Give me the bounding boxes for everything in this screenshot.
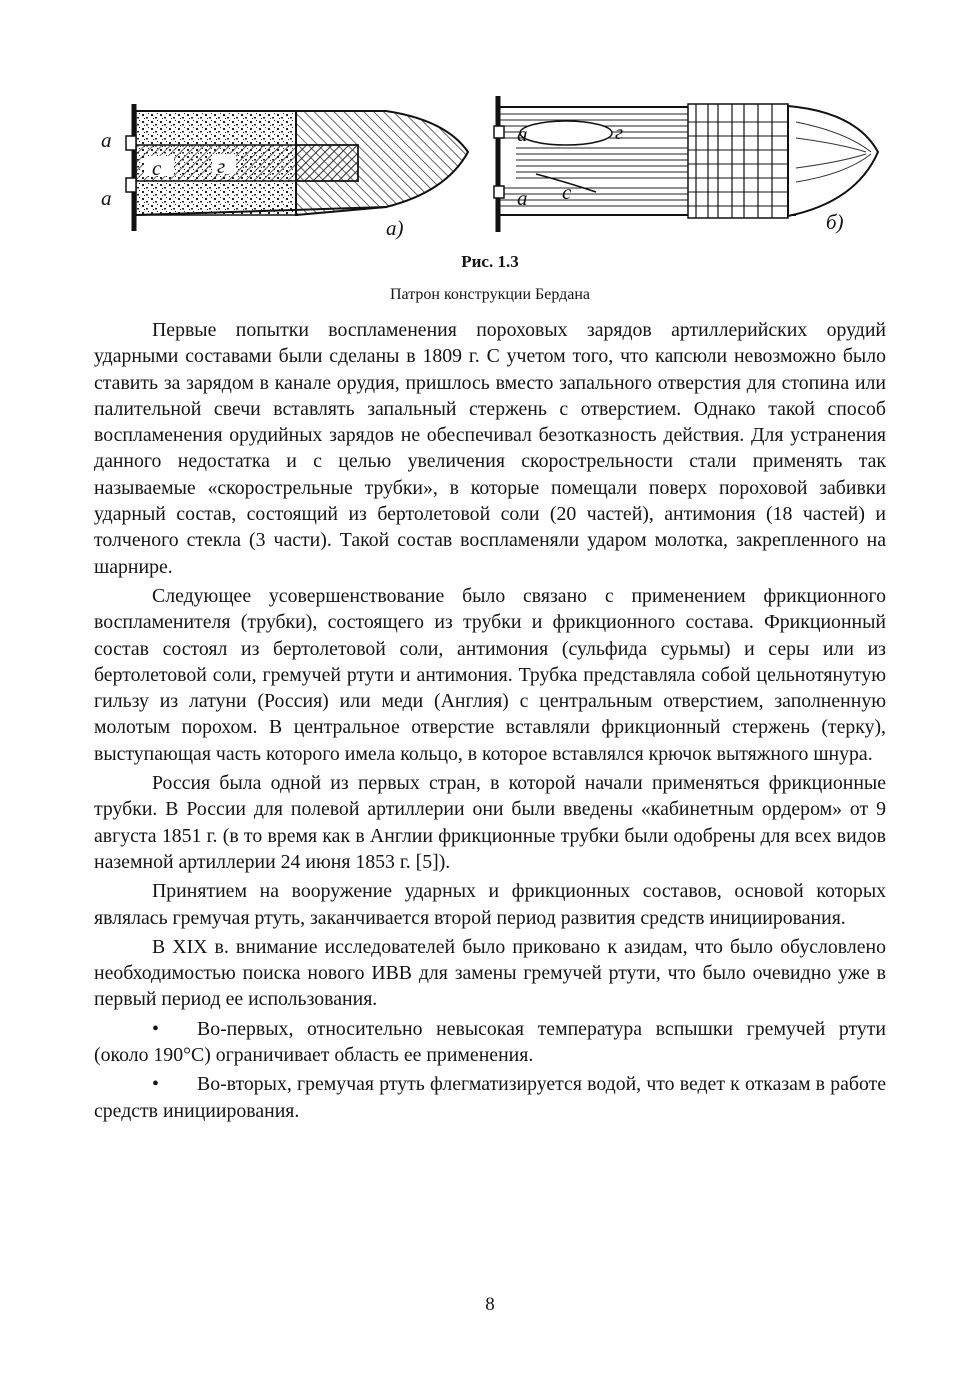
figure-b-label-a-top: а [517, 122, 528, 146]
bullet-text: Во-первых, относительно невысокая температура вспышки гремучей ртути (около 190°С) ограничивает область ее применения. [94, 1017, 886, 1067]
figure-a-label-g: г [217, 154, 226, 178]
figure-berdan-cartridge [96, 92, 896, 242]
figure-b-label-g: г [615, 120, 624, 144]
bullet-item [94, 1016, 886, 1069]
figure-a-label-a-top: а [101, 128, 112, 152]
bullet-item [94, 1071, 886, 1124]
bullet-text: Во-вторых, гремучая ртуть флегматизируется водой, что ведет к отказам в работе средств инициирования. [94, 1073, 886, 1122]
figure-a-label-a-bottom: а [101, 186, 112, 210]
bullet-marker: • [152, 1017, 159, 1040]
cartridge-drawings [96, 92, 896, 242]
page-number: 8 [485, 1294, 495, 1315]
body-text [94, 317, 886, 1127]
figure-b-caption: б) [826, 210, 844, 234]
figure-a-drawing [126, 104, 468, 231]
figure-a-label-c: с [152, 156, 162, 180]
figure-b-label-c: с [562, 180, 572, 204]
paragraph: Первые попытки воспламенения пороховых зарядов артиллерийских орудий ударными составами были сделаны в 1809 г. С учетом того, что капсюли невозможно было ставить за зарядом в канале орудия, пришлось вместо запального отверстия для стопина или палительной свечи вставлять запальный стержень с отверстием. Однако такой способ воспламенения орудийных зарядов не обеспечивал безотказность действия. Для устранения данного недостатка и с целью увеличения скорострельности стали применять так называемые «скорострельные трубки», в которые помещали поверх пороховой забивки ударный состав, состоящий из бертолетовой соли (20 частей), антимония (18 частей) и толченого стекла (3 части). Такой состав воспламеняли ударом молотка, закрепленного на шарнире. [94, 319, 886, 578]
figure-title: Патрон конструкции Бердана [389, 286, 591, 303]
figure-b-drawing [494, 96, 878, 232]
paragraph: Россия была одной из первых стран, в которой начали применяться фрикционные трубки. В России для полевой артиллерии они были введены «кабинетным ордером» от 9 августа 1851 г. (в то время как в Англии фрикционные трубки были одобрены для всех видов наземной артиллерии 24 июня 1853 г. [5]). [94, 772, 886, 873]
paragraph: Принятием на вооружение ударных и фрикционных составов, основой которых являлась гремучая ртуть, заканчивается второй период развития средств инициирования. [94, 880, 886, 929]
figure-a-caption: а) [386, 216, 404, 240]
figure-b-label-a-bottom: а [517, 186, 528, 210]
figure-number: Рис. 1.3 [461, 252, 519, 271]
paragraph: Следующее усовершенствование было связано с применением фрикционного воспламенителя (трубки), состоящего из трубки и фрикционного состава. Фрикционный состав состоял из бертолетовой соли, антимония (сульфида сурьмы) и серы или из бертолетовой соли, гремучей ртути и антимония. Трубка представляла собой цельнотянутую гильзу из латуни (Россия) или меди (Англия) с центральным отверстием, заполненную молотым порохом. В центральное отверстие вставляли фрикционный стержень (терку), выступающая часть которого имела кольцо, в которое вставлялся крючок вытяжного шнура. [94, 584, 886, 765]
bullet-marker: • [152, 1073, 159, 1096]
paragraph: В XIX в. внимание исследователей было приковано к азидам, что было обусловлено необходимостью поиска нового ИВВ для замены гремучей ртути, что было очевидно уже в первый период ее использования. [94, 935, 886, 1011]
